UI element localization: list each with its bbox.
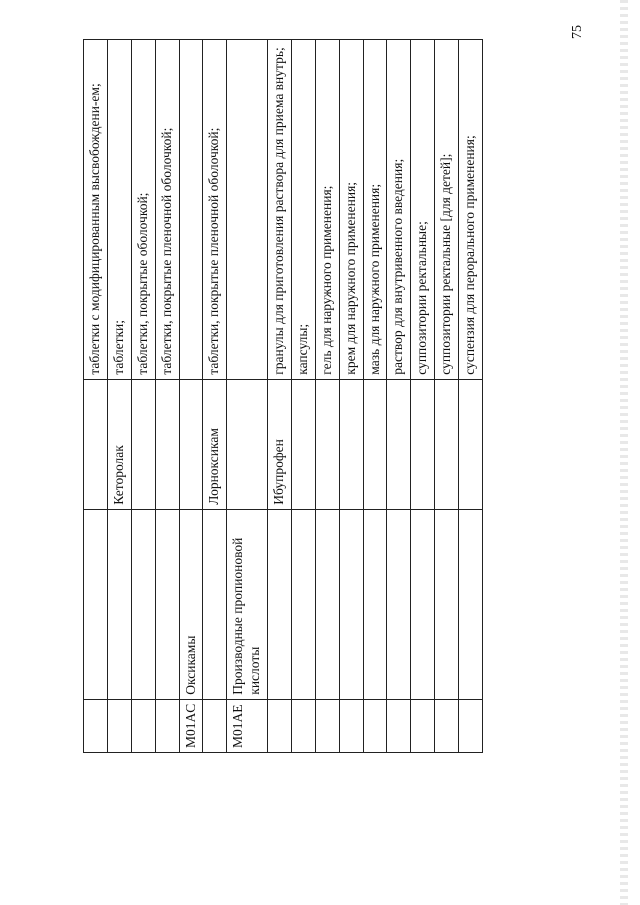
cell-group [107, 509, 131, 699]
table-row [363, 39, 387, 752]
cell-code [459, 699, 483, 752]
cell-group [84, 509, 108, 699]
table-row [339, 39, 363, 752]
table-row [315, 39, 339, 752]
cell-group [131, 509, 155, 699]
table-row [203, 39, 227, 752]
table-row [411, 39, 435, 752]
table-row [131, 39, 155, 752]
cell-name [459, 379, 483, 509]
cell-name [84, 379, 108, 509]
table-row [435, 39, 459, 752]
cell-form: капсулы; [291, 39, 315, 379]
cell-group [155, 509, 179, 699]
cell-form [179, 39, 203, 379]
cell-code [203, 699, 227, 752]
cell-name [179, 379, 203, 509]
cell-group [435, 509, 459, 699]
cell-name [411, 379, 435, 509]
cell-name [339, 379, 363, 509]
table-row [268, 39, 292, 752]
cell-code [339, 699, 363, 752]
cell-code [363, 699, 387, 752]
cell-code [411, 699, 435, 752]
cell-code [435, 699, 459, 752]
cell-group: Производные пропионовой кислоты [227, 509, 268, 699]
cell-name: Кеторолак [107, 379, 131, 509]
cell-group [291, 509, 315, 699]
cell-form: крем для наружного применения; [339, 39, 363, 379]
cell-form: раствор для внутривенного введения; [387, 39, 411, 379]
table-row [179, 39, 203, 752]
cell-form: таблетки, покрытые оболочкой; [131, 39, 155, 379]
table-row [84, 39, 108, 752]
cell-form: мазь для наружного применения; [363, 39, 387, 379]
cell-name [363, 379, 387, 509]
cell-group [315, 509, 339, 699]
cell-name: Ибупрофен [268, 379, 292, 509]
cell-code [107, 699, 131, 752]
cell-name [155, 379, 179, 509]
drug-table [83, 39, 483, 753]
table-row [227, 39, 268, 752]
cell-form: гранулы для приготовления раствора для приема внутрь; [268, 39, 292, 379]
cell-form [227, 39, 268, 379]
page-number: 75 [570, 25, 585, 39]
cell-form: суспензия для перорального применения; [459, 39, 483, 379]
cell-group [268, 509, 292, 699]
cell-form: таблетки; [107, 39, 131, 379]
table-row [155, 39, 179, 752]
table-row [387, 39, 411, 752]
table-row [107, 39, 131, 752]
cell-code [84, 699, 108, 752]
table-row [459, 39, 483, 752]
cell-group [459, 509, 483, 699]
cell-form: таблетки с модифицированным высвобождени-ем; [84, 39, 108, 379]
cell-code [155, 699, 179, 752]
table-row [291, 39, 315, 752]
cell-form: таблетки, покрытые пленочной оболочкой; [203, 39, 227, 379]
cell-group [363, 509, 387, 699]
cell-code [387, 699, 411, 752]
cell-group [339, 509, 363, 699]
cell-group [411, 509, 435, 699]
cell-form: суппозитории ректальные [для детей]; [435, 39, 459, 379]
cell-form: таблетки, покрытые пленочной оболочкой; [155, 39, 179, 379]
cell-group: Оксикамы [179, 509, 203, 699]
cell-code: M01AE [227, 699, 268, 752]
cell-name [435, 379, 459, 509]
cell-code [131, 699, 155, 752]
cell-code: M01AC [179, 699, 203, 752]
cell-code [291, 699, 315, 752]
cell-form: гель для наружного применения; [315, 39, 339, 379]
cell-name: Лорноксикам [203, 379, 227, 509]
cell-group [387, 509, 411, 699]
cell-code [268, 699, 292, 752]
cell-name [315, 379, 339, 509]
cell-code [315, 699, 339, 752]
cell-name [227, 379, 268, 509]
cell-group [203, 509, 227, 699]
cell-form: суппозитории ректальные; [411, 39, 435, 379]
cell-name [387, 379, 411, 509]
cell-name [131, 379, 155, 509]
cell-name [291, 379, 315, 509]
